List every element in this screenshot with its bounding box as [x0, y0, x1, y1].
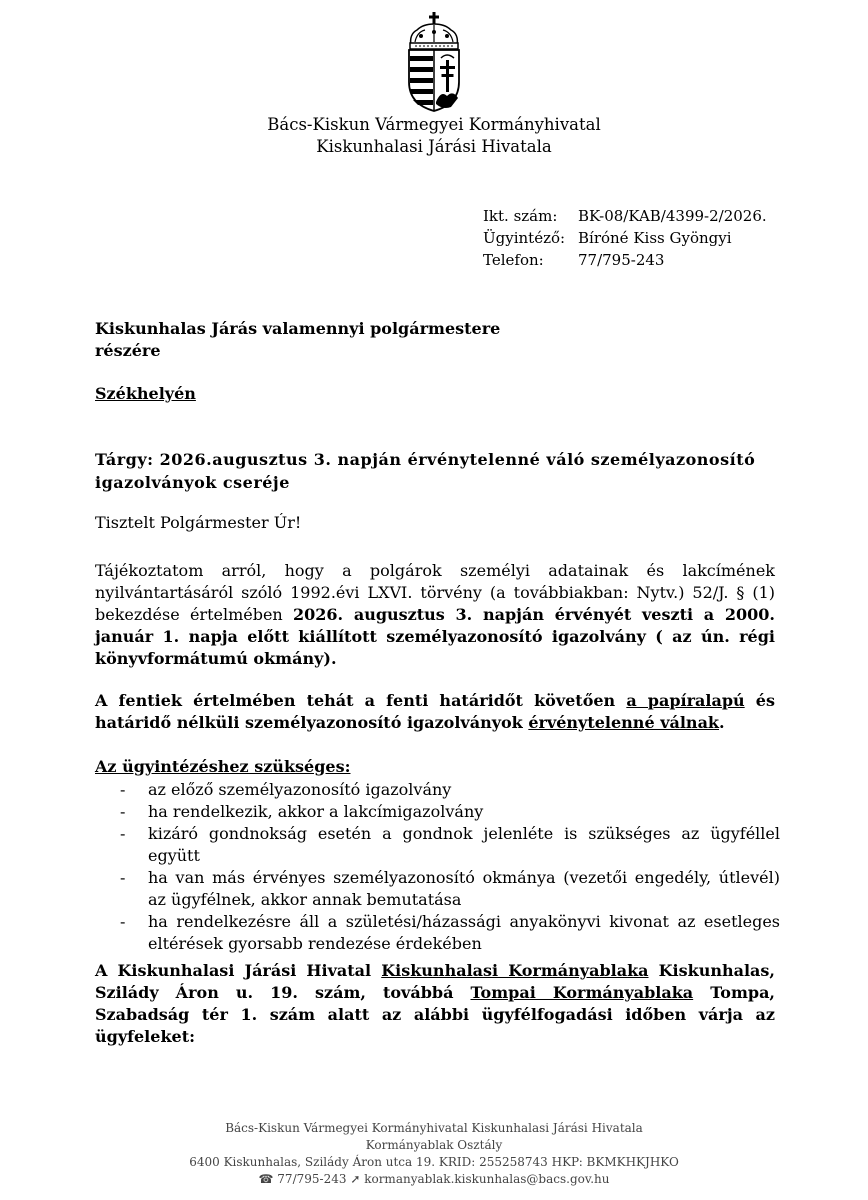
paragraph-legal-notice	[95, 560, 775, 670]
paragraph2-underlined-b: érvénytelenné válnak	[528, 713, 720, 732]
recipient-line2: részére	[95, 341, 161, 360]
issuer-office: Kiskunhalasi Járási Hivatala	[316, 137, 552, 156]
list-item	[120, 911, 780, 955]
paragraph2-text-a: A fentiek értelmében tehát a fenti határidőt követően	[95, 691, 627, 710]
phone-row	[483, 249, 767, 271]
case-officer-label: Ügyintéző:	[483, 229, 566, 247]
footer-address: 6400 Kiskunhalas, Szilády Áron utca 19. KRID: 255258743 HKP: BKMKHKJHKO	[189, 1155, 679, 1169]
paragraph3-text-b: Kiskunhalas, Szilády Áron u. 19. szám, továbbá	[95, 961, 775, 1002]
subject-line2: igazolványok cseréje	[95, 473, 290, 492]
issuer-name: Bács-Kiskun Vármegyei Kormányhivatal	[267, 115, 601, 134]
paragraph-office-hours	[95, 960, 775, 1048]
recipient-block	[95, 318, 500, 362]
paper-plane-icon: ➚	[350, 1172, 361, 1186]
list-item-text: ha rendelkezésre áll a születési/házassági anyakönyvi kivonat az esetleges eltérések gyorsabb rendezése érdekében	[148, 912, 780, 953]
reference-number-label: Ikt. szám:	[483, 207, 558, 225]
paragraph3-text-a: A Kiskunhalasi Járási Hivatal	[95, 961, 382, 980]
paragraph2-text-c: .	[719, 713, 725, 732]
footer-phone: 77/795-243	[277, 1172, 347, 1186]
recipient-seat: Székhelyén	[95, 384, 196, 403]
paragraph2-underlined-a: a papíralapú	[626, 691, 745, 710]
paragraph1-text: Tájékoztatom arról, hogy a polgárok személyi adatainak és lakcímének nyilvántartásáról szóló 1992.évi LXVI. törvény (a továbbiakban: Nytv.) 52/J. § (1) bekezdése értelmében	[95, 561, 775, 624]
reference-block	[483, 205, 767, 271]
footer-email: kormanyablak.kiskunhalas@bacs.gov.hu	[364, 1172, 610, 1186]
paragraph3-text-c: Tompa, Szabadság tér 1. szám alatt az alábbi ügyfélfogadási időben várja az ügyfeleket:	[95, 983, 776, 1046]
list-dash: -	[120, 802, 126, 821]
subject-line1: Tárgy: 2026.augusztus 3. napján érvénytelenné váló személyazonosító	[95, 450, 756, 469]
list-item	[120, 801, 780, 823]
footer-contact	[0, 1171, 868, 1188]
list-dash: -	[120, 824, 126, 843]
phone-value: 77/795-243	[578, 251, 665, 269]
list-item-text: ha rendelkezik, akkor a lakcímigazolvány	[148, 802, 484, 821]
reference-number-value: BK-08/KAB/4399-2/2026.	[578, 207, 767, 225]
paragraph2-text-b: és határidő nélküli személyazonosító igazolványok	[95, 691, 775, 732]
case-officer-row	[483, 227, 767, 249]
list-item-text: kizáró gondnokság esetén a gondnok jelenléte is szükséges az ügyféllel együtt	[148, 824, 780, 865]
coat-of-arms-icon	[405, 12, 463, 112]
list-item	[120, 867, 780, 911]
requirements-list	[120, 779, 780, 955]
phone-label: Telefon:	[483, 251, 544, 269]
requirements-title: Az ügyintézéshez szükséges:	[95, 757, 351, 776]
reference-number-row	[483, 205, 767, 227]
list-item	[120, 779, 780, 801]
kiskunhalas-office-name: Kiskunhalasi Kormányablaka	[381, 961, 649, 980]
footer-department: Kormányablak Osztály	[365, 1138, 503, 1152]
list-item-text: ha van más érvényes személyazonosító okmánya (vezetői engedély, útlevél) az ügyfélnek, akkor annak bemutatása	[148, 868, 780, 909]
tompa-office-name: Tompai Kormányablaka	[470, 983, 694, 1002]
list-dash: -	[120, 780, 126, 799]
subject-line	[95, 448, 775, 494]
recipient-line1: Kiskunhalas Járás valamennyi polgármestere	[95, 319, 501, 338]
list-item-text: az előző személyazonosító igazolvány	[148, 780, 452, 799]
list-dash: -	[120, 912, 126, 931]
case-officer-value: Bíróné Kiss Gyöngyi	[578, 229, 732, 247]
salutation: Tisztelt Polgármester Úr!	[95, 513, 302, 532]
list-item	[120, 823, 780, 867]
paragraph1-bold-text: 2026. augusztus 3. napján érvényét veszti a 2000. január 1. napja előtt kiállított személyazonosító igazolvány ( az ún. régi könyvformátumú okmány).	[95, 605, 776, 668]
list-dash: -	[120, 868, 126, 887]
footer-issuer: Bács-Kiskun Vármegyei Kormányhivatal Kiskunhalasi Járási Hivatala	[225, 1121, 643, 1135]
paragraph-consequence	[95, 690, 775, 734]
telephone-icon: ☎	[258, 1172, 274, 1186]
